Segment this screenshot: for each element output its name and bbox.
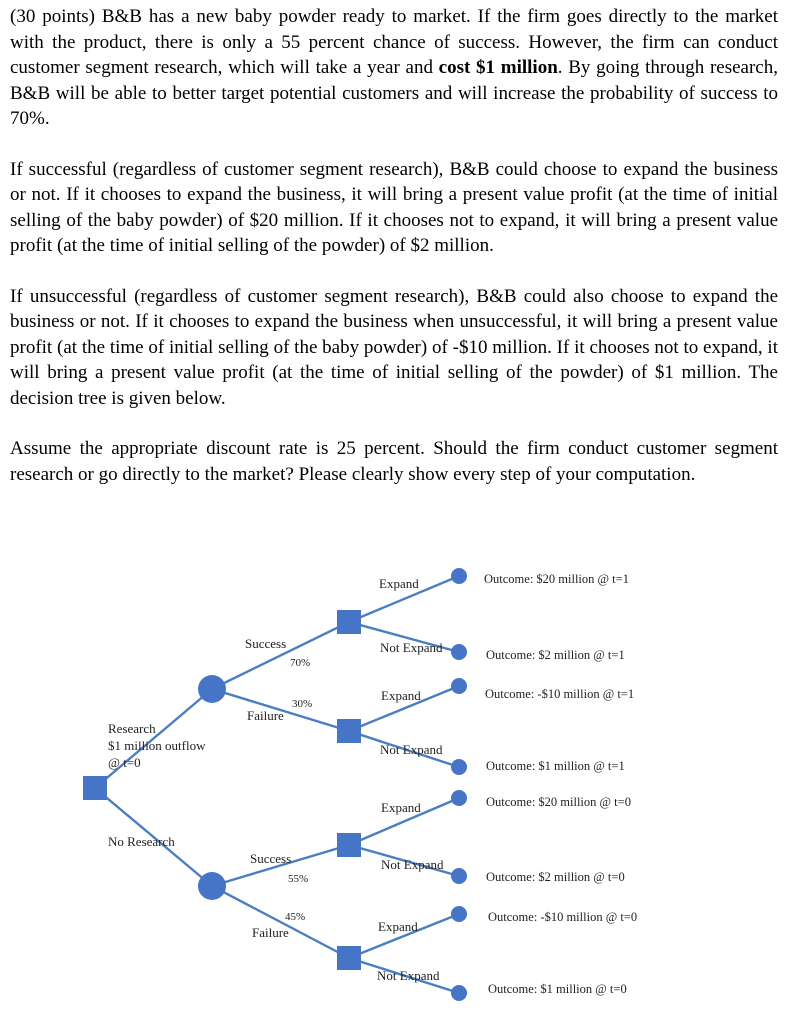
research-success-prob: 70%: [290, 657, 311, 669]
expand-label-3: Expand: [381, 800, 421, 815]
decision-node-1: [337, 610, 361, 634]
outcome-label-1: Outcome: $20 million @ t=1: [484, 572, 629, 586]
outcome-label-4: Outcome: $1 million @ t=1: [486, 759, 625, 773]
research-chance-node: [198, 675, 226, 703]
outcome-label-3: Outcome: -$10 million @ t=1: [485, 687, 635, 701]
research-label: Research: [108, 721, 156, 736]
research-time-label: @ t=0: [108, 755, 141, 770]
outcome-label-6: Outcome: $2 million @ t=0: [486, 870, 625, 884]
intro-text-end: . By going through research, B&B will be able to better target potential customers and will increase the probability of success to 70%.: [10, 57, 778, 129]
branch-research-success: [212, 622, 349, 689]
outcome-node-8: [451, 985, 467, 1001]
outcome-label-5: Outcome: $20 million @ t=0: [486, 795, 631, 809]
outcome-label-7: Outcome: -$10 million @ t=0: [488, 910, 638, 924]
branch-direct-failure: [212, 886, 349, 958]
research-failure-prob: 30%: [292, 698, 313, 710]
outcome-node-2: [451, 644, 467, 660]
outcome-node-1: [451, 568, 467, 584]
research-cost-label: $1 million outflow: [108, 738, 206, 753]
outcome-labels: [484, 572, 637, 996]
decision-node-3: [337, 833, 361, 857]
outcome-node-6: [451, 868, 467, 884]
branch-labels: [108, 576, 444, 983]
outcome-label-2: Outcome: $2 million @ t=1: [486, 648, 625, 662]
decision-node-4: [337, 946, 361, 970]
outcome-node-4: [451, 759, 467, 775]
root-decision-node: [83, 776, 107, 800]
expand-label-1: Expand: [379, 576, 419, 591]
direct-failure-label: Failure: [252, 925, 289, 940]
not-expand-label-1: Not Expand: [380, 640, 443, 655]
intro-text: (30 points) B&B has a new baby powder ready to market. If the firm goes directly to the market with the product, there is only a 55 percent chance of success. However, the firm can conduct customer segment research, which will take a year and: [10, 6, 778, 78]
expand-label-2: Expand: [381, 688, 421, 703]
decision-node-2: [337, 719, 361, 743]
direct-failure-prob: 45%: [285, 911, 306, 923]
outcome-node-7: [451, 906, 467, 922]
research-failure-label: Failure: [247, 708, 284, 723]
direct-success-label: Success: [250, 851, 292, 866]
outcome-label-8: Outcome: $1 million @ t=0: [488, 982, 627, 996]
research-success-label: Success: [245, 636, 287, 651]
paragraph-question: Assume the appropriate discount rate is 25 percent. Should the firm conduct customer segment research or go directly to the market? Please clearly show every step of your computation.: [10, 438, 778, 485]
direct-success-prob: 55%: [288, 873, 309, 885]
outcome-node-5: [451, 790, 467, 806]
cost-emphasis: cost $1 million: [438, 57, 558, 78]
paragraph-failure: If unsuccessful (regardless of customer segment research), B&B could also choose to expand the business or not. If it chooses to expand the business when unsuccessful, it will bring a present value profit (at the time of initial selling of the baby powder) of -$10 million. If it chooses not to expand, it will bring a present value profit (at the time of initial selling of the powder) of $1 million. The decision tree is given below.: [10, 285, 778, 409]
no-research-label: No Research: [108, 834, 175, 849]
not-expand-label-2: Not Expand: [380, 742, 443, 757]
not-expand-label-3: Not Expand: [381, 857, 444, 872]
paragraph-success: If successful (regardless of customer segment research), B&B could choose to expand the business or not. If it chooses to expand the business, it will bring a present value profit (at the time of initial selling of the baby powder) of $20 million. If it chooses not to expand, it will bring a present value profit (at the time of initial selling of the powder) of $2 million.: [10, 158, 778, 256]
outcome-node-3: [451, 678, 467, 694]
expand-label-4: Expand: [378, 919, 418, 934]
not-expand-label-4: Not Expand: [377, 968, 440, 983]
direct-chance-node: [198, 872, 226, 900]
